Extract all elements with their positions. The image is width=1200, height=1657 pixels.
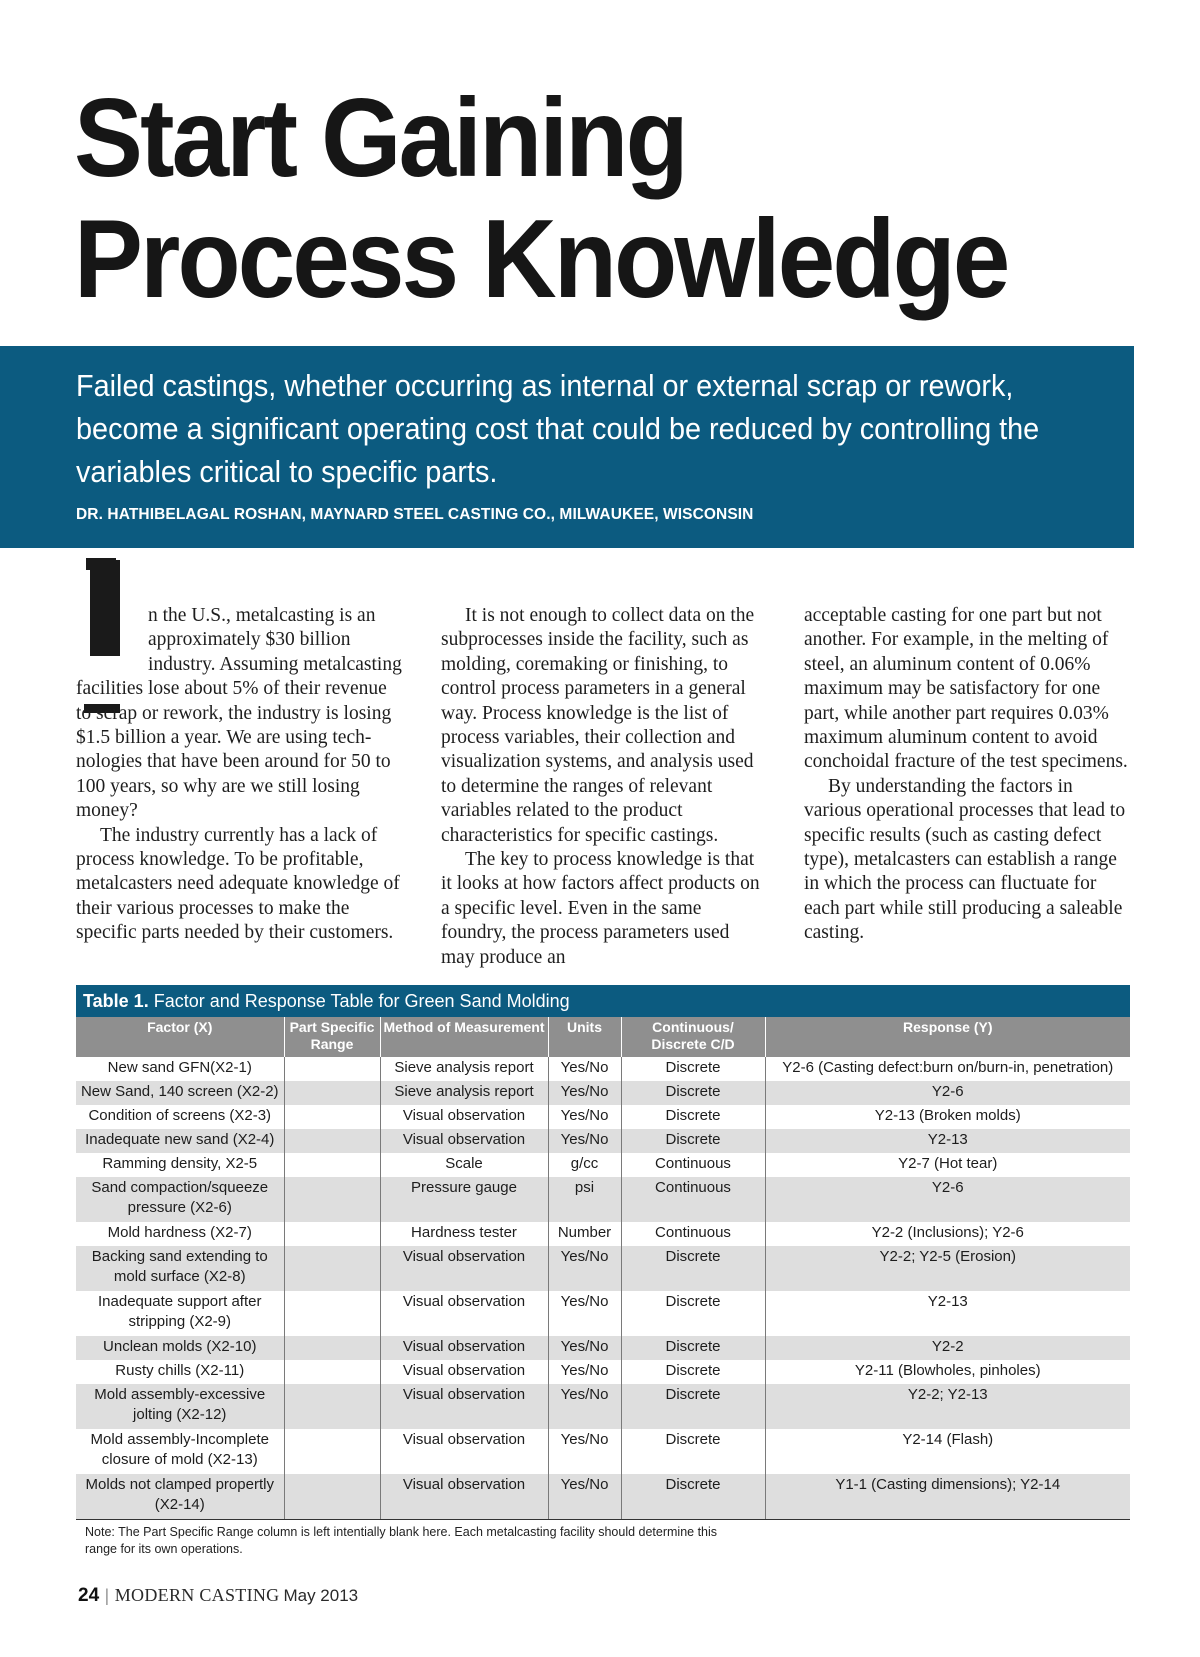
table-cell: Visual observation (380, 1291, 548, 1336)
table-cell: Yes/No (548, 1360, 621, 1384)
table-cell: Pressure gauge (380, 1177, 548, 1222)
table-cell: Visual observation (380, 1105, 548, 1129)
table-cell: Number (548, 1222, 621, 1246)
table-cell: Y2-13 (765, 1291, 1130, 1336)
table-cell (284, 1384, 380, 1429)
table-cell (284, 1474, 380, 1520)
table-cell: Continuous (621, 1222, 765, 1246)
table-cell: Backing sand extending to mold surface (X2-8) (76, 1246, 284, 1291)
table-cell: Discrete (621, 1081, 765, 1105)
body-column-3 (804, 604, 1134, 946)
table-cell: Visual observation (380, 1429, 548, 1474)
table-header-cell: Response (Y) (765, 1017, 1130, 1057)
table-cell: Y2-13 (Broken molds) (765, 1105, 1130, 1129)
table-row (76, 1177, 1130, 1222)
table-header-cell: Part Specific Range (284, 1017, 380, 1057)
table-cell: Hardness tester (380, 1222, 548, 1246)
table-cell: Y2-2 (765, 1336, 1130, 1360)
table-row (76, 1153, 1130, 1177)
table-cell: Mold hardness (X2-7) (76, 1222, 284, 1246)
table-cell: Unclean molds (X2-10) (76, 1336, 284, 1360)
table-row (76, 1246, 1130, 1291)
table-cell: Visual observation (380, 1246, 548, 1291)
table-cell: Mold assembly-excessive jolting (X2-12) (76, 1384, 284, 1429)
table-cell: Yes/No (548, 1336, 621, 1360)
table-cell: Mold assembly-Incomplete closure of mold (X2-13) (76, 1429, 284, 1474)
table-cell: Discrete (621, 1429, 765, 1474)
table-row (76, 1360, 1130, 1384)
table-cell: Y1-1 (Casting dimensions); Y2-14 (765, 1474, 1130, 1520)
table-cell: Yes/No (548, 1291, 621, 1336)
table-header-cell: Factor (X) (76, 1017, 284, 1057)
table-cell: Sand compaction/squeeze pressure (X2-6) (76, 1177, 284, 1222)
deck-banner (0, 346, 1134, 548)
table-row (76, 1429, 1130, 1474)
table-cell: Yes/No (548, 1129, 621, 1153)
table-cell (284, 1222, 380, 1246)
table-cell: Condition of screens (X2-3) (76, 1105, 284, 1129)
table-header-row (76, 1017, 1130, 1057)
table-cell: Visual observation (380, 1474, 548, 1520)
table-cell: Rusty chills (X2-11) (76, 1360, 284, 1384)
table-label: Table 1. (83, 991, 149, 1011)
table-cell: psi (548, 1177, 621, 1222)
table-cell: Y2-11 (Blowholes, pinholes) (765, 1360, 1130, 1384)
table-cell: Discrete (621, 1105, 765, 1129)
table-row (76, 1129, 1130, 1153)
table-cell (284, 1177, 380, 1222)
table-cell: Yes/No (548, 1384, 621, 1429)
table-row (76, 1474, 1130, 1520)
table-cell (284, 1246, 380, 1291)
table-cell: Y2-14 (Flash) (765, 1429, 1130, 1474)
table-cell (284, 1153, 380, 1177)
page-number: 24 (78, 1585, 100, 1606)
table-row (76, 1291, 1130, 1336)
table-cell: Inadequate new sand (X2-4) (76, 1129, 284, 1153)
table-cell (284, 1081, 380, 1105)
table-title: Factor and Response Table for Green Sand Molding (153, 991, 570, 1011)
table-cell: Discrete (621, 1384, 765, 1429)
table-cell (284, 1429, 380, 1474)
table-cell: Yes/No (548, 1081, 621, 1105)
table-cell: Y2-2; Y2-5 (Erosion) (765, 1246, 1130, 1291)
table-title-bar (76, 985, 1130, 1017)
table-row (76, 1384, 1130, 1429)
issue-date: May 2013 (283, 1586, 359, 1605)
table-cell: Visual observation (380, 1384, 548, 1429)
table-cell: Molds not clamped propertly (X2-14) (76, 1474, 284, 1520)
headline-line-1: Start Gaining (74, 76, 686, 200)
table-row (76, 1081, 1130, 1105)
table-cell (284, 1360, 380, 1384)
table-cell: Continuous (621, 1177, 765, 1222)
magazine-name: MODERN CASTING (114, 1585, 280, 1605)
table-header-cell: Method of Measurement (380, 1017, 548, 1057)
table-cell: Y2-2; Y2-13 (765, 1384, 1130, 1429)
dropcap-letter-i (90, 560, 120, 656)
table-cell: Continuous (621, 1153, 765, 1177)
table-cell (284, 1057, 380, 1081)
table-cell: Yes/No (548, 1429, 621, 1474)
table-header-cell: Continuous/ Discrete C/D (621, 1017, 765, 1057)
page-footer (78, 1585, 358, 1607)
headline (74, 78, 1078, 320)
table-block (76, 985, 1130, 1558)
table-cell: Discrete (621, 1291, 765, 1336)
paragraph: By understanding the factors in various operational processes that lead to specific results (such as casting defect type), metalcasters can establish a range in which the process can fluctuate for each part while still producing a saleable casting. (804, 775, 1126, 944)
paragraph-text: n the U.S., metalcasting is an approximately $30 billion industry. Assuming metalcasting facilities lose about 5% of their revenue to scrap or rework, the industry is losing $1.5 billion a year. We are using technologies that have been around for 50 to 100 years, so why are we still losing money? (76, 605, 402, 822)
table-cell: Visual observation (380, 1336, 548, 1360)
factor-response-table (76, 1017, 1130, 1520)
paragraph (76, 604, 404, 824)
table-cell: Ramming density, X2-5 (76, 1153, 284, 1177)
table-note: Note: The Part Specific Range column is left intentially blank here. Each metalcasting facility should determine this range for its own operations. (85, 1525, 718, 1556)
table-cell: Discrete (621, 1246, 765, 1291)
table-row (76, 1222, 1130, 1246)
table-cell: Yes/No (548, 1474, 621, 1520)
table-cell: Visual observation (380, 1360, 548, 1384)
table-cell: Scale (380, 1153, 548, 1177)
table-cell: New sand GFN(X2-1) (76, 1057, 284, 1081)
table-cell (284, 1336, 380, 1360)
table-cell: Inadequate support after stripping (X2-9) (76, 1291, 284, 1336)
table-cell: Discrete (621, 1336, 765, 1360)
table-cell: Yes/No (548, 1246, 621, 1291)
table-cell (284, 1129, 380, 1153)
table-cell: Discrete (621, 1129, 765, 1153)
table-cell: Y2-2 (Inclusions); Y2-6 (765, 1222, 1130, 1246)
body-column-1 (76, 604, 404, 946)
table-cell: Y2-6 (Casting defect:burn on/burn-in, penetration) (765, 1057, 1130, 1081)
table-header-cell: Units (548, 1017, 621, 1057)
table-cell: Sieve analysis report (380, 1081, 548, 1105)
headline-line-2: Process Knowledge (74, 197, 1008, 321)
table-cell: Discrete (621, 1360, 765, 1384)
table-cell: g/cc (548, 1153, 621, 1177)
table-cell: Visual observation (380, 1129, 548, 1153)
table-cell: Y2-6 (765, 1177, 1130, 1222)
deck-text: Failed castings, whether occurring as internal or external scrap or rework, become a significant operating cost that could be reduced by controlling the variables critical to specific parts. (76, 368, 1040, 489)
paragraph: The industry currently has a lack of process knowledge. To be profitable, metalcasters need adequate knowledge of their various processes to make the specific parts needed by their customers. (76, 824, 400, 944)
table-cell (284, 1291, 380, 1336)
table-cell: Sieve analysis report (380, 1057, 548, 1081)
table-cell: Y2-7 (Hot tear) (765, 1153, 1130, 1177)
paragraph: The key to process knowledge is that it looks at how factors affect products on a specific level. Even in the same foundry, the process parameters used may produce an (441, 849, 760, 968)
table-row (76, 1105, 1130, 1129)
body-column-2 (441, 604, 767, 970)
table-cell (284, 1105, 380, 1129)
byline: DR. HATHIBELAGAL ROSHAN, MAYNARD STEEL CASTING CO., MILWAUKEE, WISCONSIN (76, 506, 754, 523)
table-cell: Discrete (621, 1057, 765, 1081)
footer-separator: | (105, 1585, 109, 1605)
table-row (76, 1057, 1130, 1081)
table-cell: Yes/No (548, 1057, 621, 1081)
table-row (76, 1336, 1130, 1360)
table-cell: Y2-6 (765, 1081, 1130, 1105)
table-cell: Discrete (621, 1474, 765, 1520)
paragraph: acceptable casting for one part but not another. For example, in the melting of steel, an aluminum content of 0.06% maximum may be satisfactory for one part, while another part requires 0.03% maximum aluminum content to avoid conchoidal fracture of the test specimens. (804, 605, 1128, 773)
table-cell: New Sand, 140 screen (X2-2) (76, 1081, 284, 1105)
table-cell: Yes/No (548, 1105, 621, 1129)
table-cell: Y2-13 (765, 1129, 1130, 1153)
paragraph: It is not enough to collect data on the subprocesses inside the facility, such as molding, coremaking or finishing, to control process parameters in a general way. Process knowledge is the list of process variables, their collection and visualization systems, and analysis used to determine the ranges of relevant variables related to the product characteristics for specific castings. (441, 605, 755, 846)
